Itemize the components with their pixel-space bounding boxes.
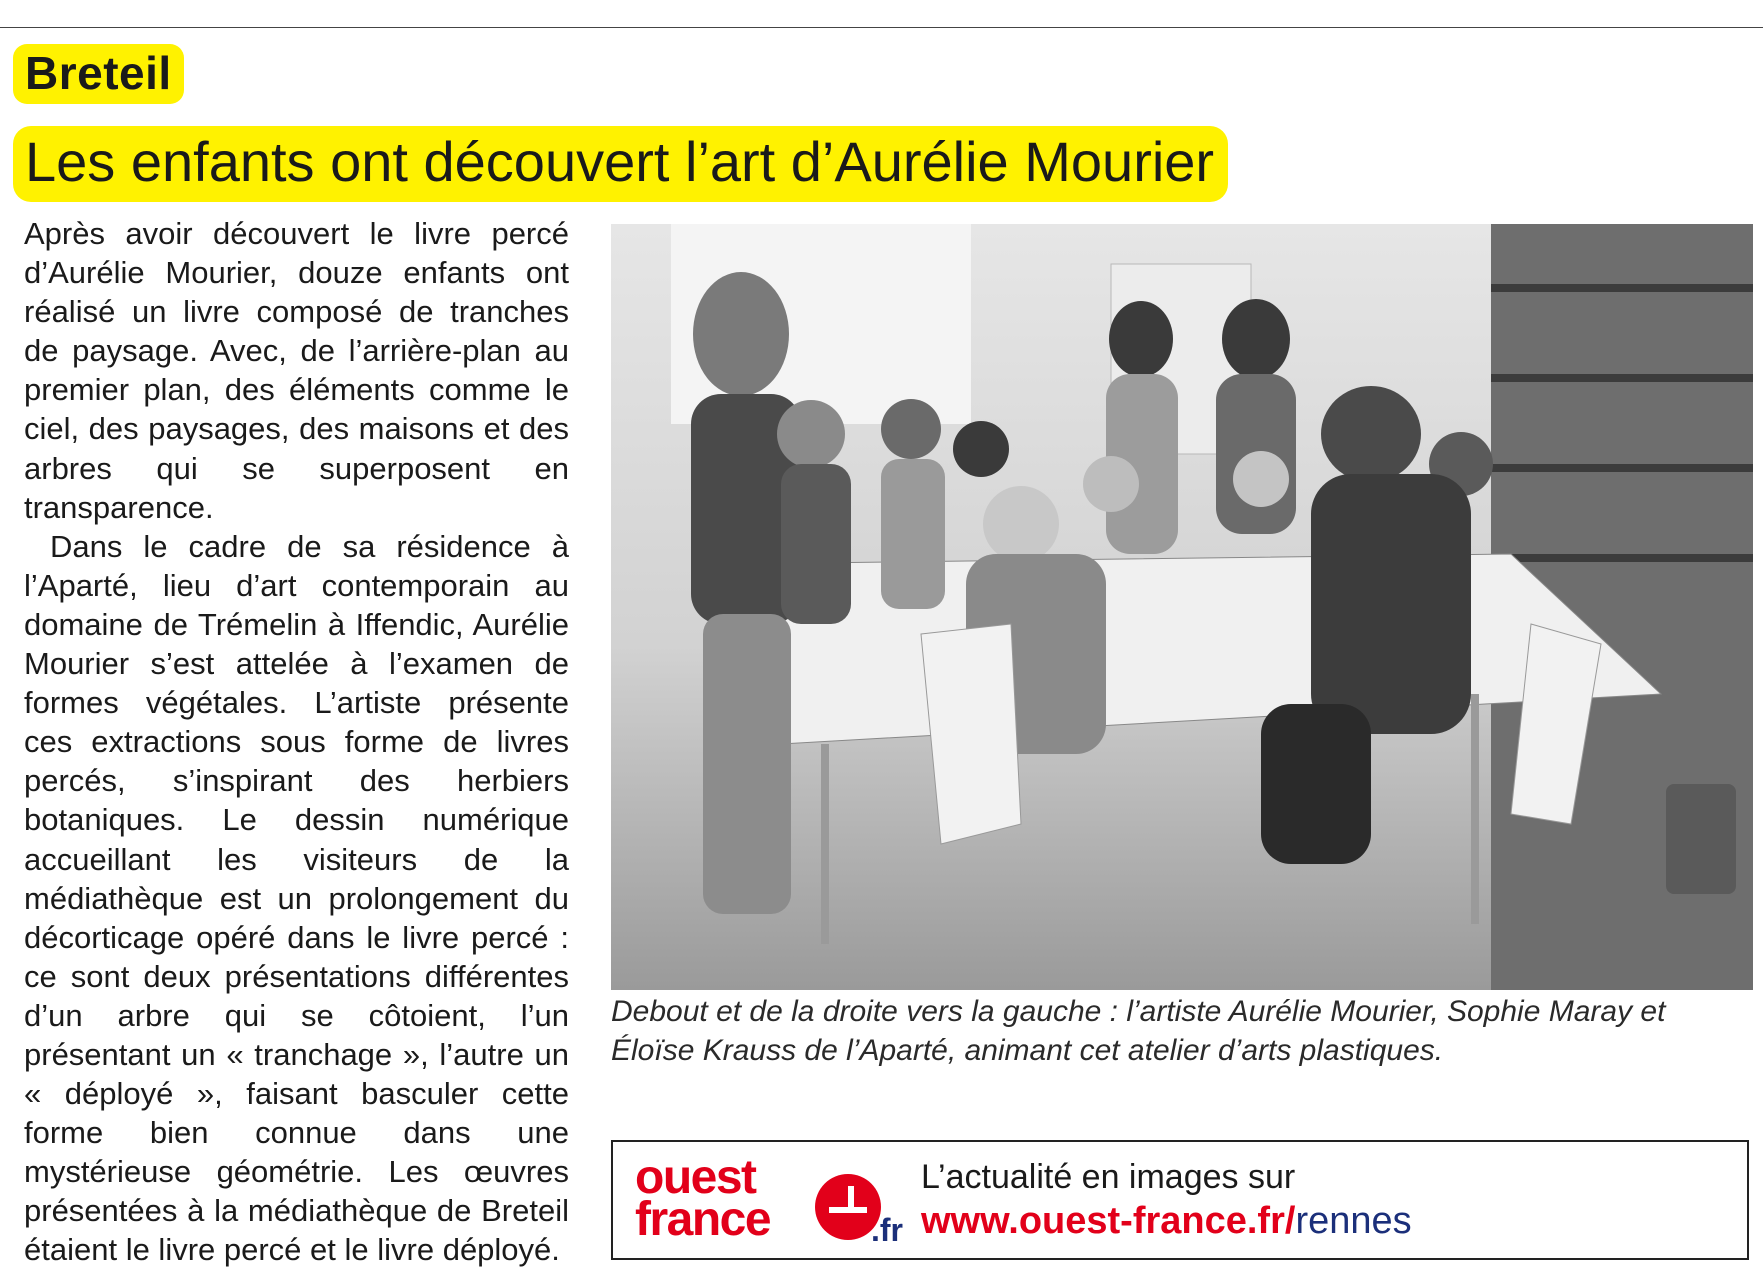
person-head: [693, 272, 789, 396]
top-rule: [0, 27, 1763, 28]
article-paragraph-1: Après avoir découvert le livre percé d’Aurélie Mourier, douze enfants ont réalisé un livre composé de tranches de paysage. Avec, de l’arrière-plan au premier plan, des éléments comme le ciel, des paysages, des maisons et des arbres qui se superposent en transparence.: [24, 216, 569, 525]
ouest-france-logo: [635, 1151, 903, 1250]
promo-url-main[interactable]: www.ouest-france.fr/: [921, 1200, 1296, 1242]
child-head: [1233, 451, 1289, 507]
headline: Les enfants ont découvert l’art d’Aurélie Mourier: [13, 126, 1228, 202]
shelf: [1491, 374, 1753, 382]
photo-caption: Debout et de la droite vers la gauche : l’artiste Aurélie Mourier, Sophie Maray et Éloïse Krauss de l’Aparté, animant cet atelier d’arts plastiques.: [611, 995, 1666, 1067]
logo-tld: .fr: [871, 1212, 903, 1248]
article-photo: [611, 224, 1753, 990]
article-paragraph-2: Dans le cadre de sa résidence à l’Aparté, lieu d’art contemporain au domaine de Trémelin à Iffendic, Aurélie Mourier s’est attelée à l’examen de formes végétales. L’artiste présente ces extractions sous forme de livres percés, s’inspirant des herbiers botaniques. Le dessin numérique accueillant les visiteurs de la médiathèque est un prolongement du décorticage opéré dans le livre percé : ce sont deux présentations différentes d’un arbre qui se côtoient, l’un présentant un « tranchage », l’autre un « déployé », faisant basculer cette forme bien connue dans une mystérieuse géométrie. Les œuvres présentées à la médiathèque de Breteil étaient le livre percé et le livre déployé.: [24, 528, 569, 1268]
logo-word-ouest: ouest: [635, 1151, 756, 1204]
promo-text: L’actualité en images sur: [921, 1158, 1296, 1196]
waste-bin: [1666, 784, 1736, 894]
person-legs: [1261, 704, 1371, 864]
child-head: [953, 421, 1009, 477]
person-head: [1222, 299, 1290, 379]
person-body: [1311, 474, 1471, 734]
person-head: [1321, 386, 1421, 482]
child-head: [983, 486, 1059, 562]
promo-url[interactable]: [921, 1198, 1412, 1244]
person-legs: [703, 614, 791, 914]
child-head: [777, 400, 845, 468]
location-tag: Breteil: [13, 44, 184, 104]
shelf: [1491, 464, 1753, 472]
shelf: [1491, 284, 1753, 292]
child-head: [881, 399, 941, 459]
table-leg: [1471, 694, 1479, 924]
article-body: [24, 214, 569, 1270]
promo-text-block: [921, 1156, 1412, 1244]
promo-box: [611, 1140, 1749, 1260]
photo-illustration: [611, 224, 1753, 990]
logo-word-france: france: [635, 1193, 771, 1246]
shelf: [1491, 554, 1753, 562]
child-body: [781, 464, 851, 624]
child-body: [881, 459, 945, 609]
table-leg: [821, 744, 829, 944]
promo-url-section[interactable]: rennes: [1295, 1200, 1412, 1242]
child-head: [1083, 456, 1139, 512]
person-head: [1109, 301, 1173, 377]
chair: [921, 624, 1021, 844]
